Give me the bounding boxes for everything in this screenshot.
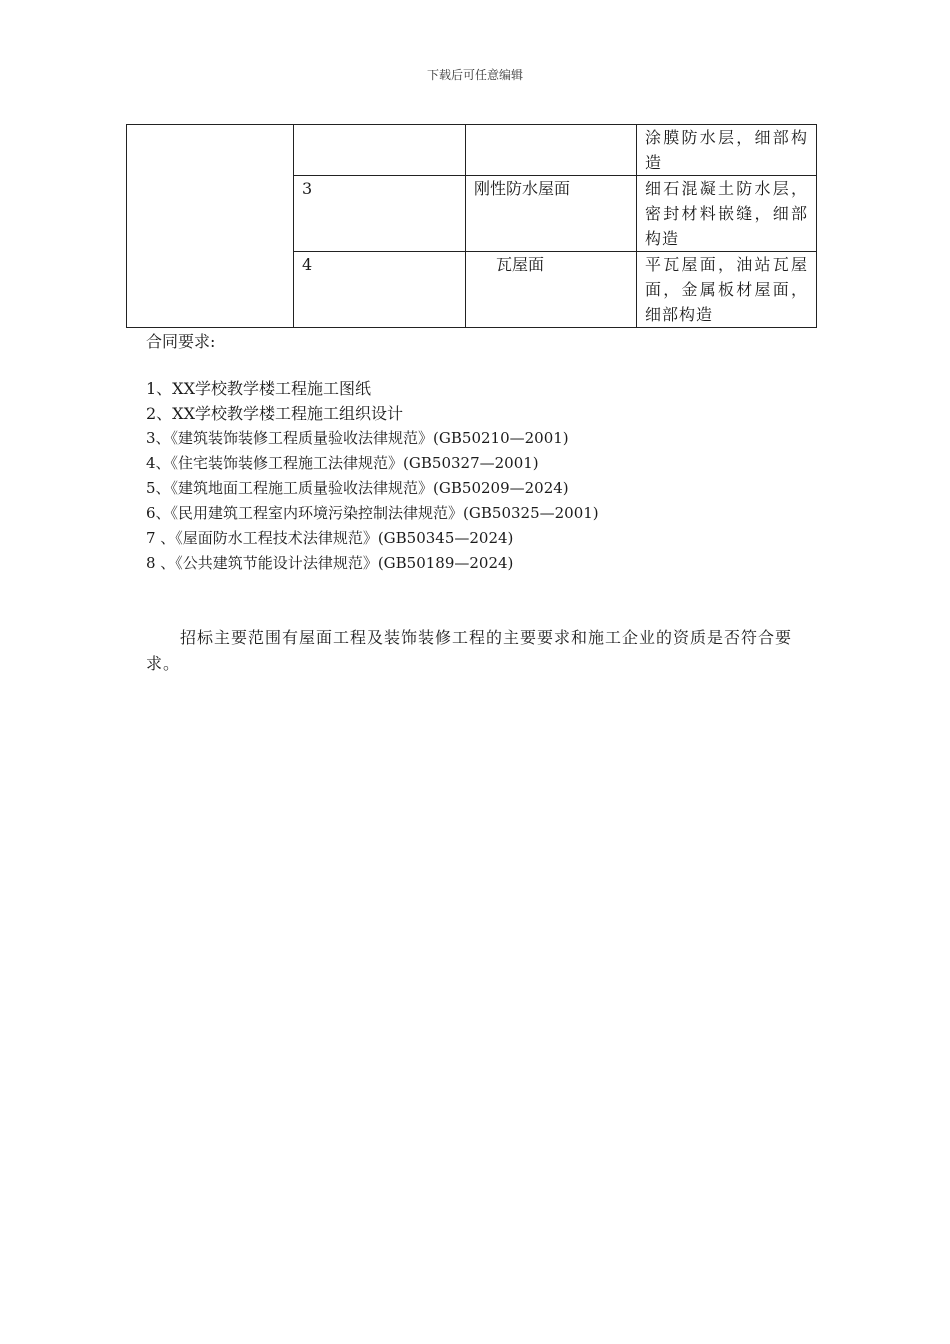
table-cell-blank bbox=[127, 125, 294, 328]
table-row bbox=[127, 125, 817, 176]
scope-paragraph: 招标主要范围有屋面工程及装饰装修工程的主要要求和施工企业的资质是否符合要求。 bbox=[146, 628, 793, 673]
list-item: 8 、《公共建筑节能设计法律规范》(GB50189—2024) bbox=[146, 554, 514, 572]
list-item: 7 、《屋面防水工程技术法律规范》(GB50345—2024) bbox=[146, 529, 514, 547]
list-item: 4、《住宅装饰装修工程施工法律规范》(GB50327—2001) bbox=[146, 454, 539, 472]
reference-list bbox=[146, 376, 599, 576]
table-cell-name: 刚性防水屋面 bbox=[466, 176, 637, 252]
list-item: 1、XX学校教学楼工程施工图纸 bbox=[146, 379, 371, 398]
table-cell-name: 瓦屋面 bbox=[466, 252, 637, 328]
list-item: 5、《建筑地面工程施工质量验收法律规范》(GB50209—2024) bbox=[146, 479, 569, 497]
page-header: 下载后可任意编辑 bbox=[426, 68, 523, 82]
table-cell-number: 4 bbox=[294, 252, 466, 328]
table-cell-description: 涂膜防水层，细部构造 bbox=[637, 125, 817, 176]
table-cell-number bbox=[294, 125, 466, 176]
list-item: 3、《建筑装饰装修工程质量验收法律规范》(GB50210—2001) bbox=[146, 429, 569, 447]
list-item: 2、XX学校教学楼工程施工组织设计 bbox=[146, 404, 403, 423]
list-item: 6、《民用建筑工程室内环境污染控制法律规范》(GB50325—2001) bbox=[146, 504, 599, 522]
table-cell-description: 细石混凝土防水层，密封材料嵌缝，细部构造 bbox=[637, 176, 817, 252]
spec-table bbox=[126, 124, 817, 328]
table-cell-name bbox=[466, 125, 637, 176]
contract-requirements-title: 合同要求: bbox=[146, 332, 216, 351]
table-cell-number: 3 bbox=[294, 176, 466, 252]
table-cell-description: 平瓦屋面，油站瓦屋面，金属板材屋面，细部构造 bbox=[637, 252, 817, 328]
